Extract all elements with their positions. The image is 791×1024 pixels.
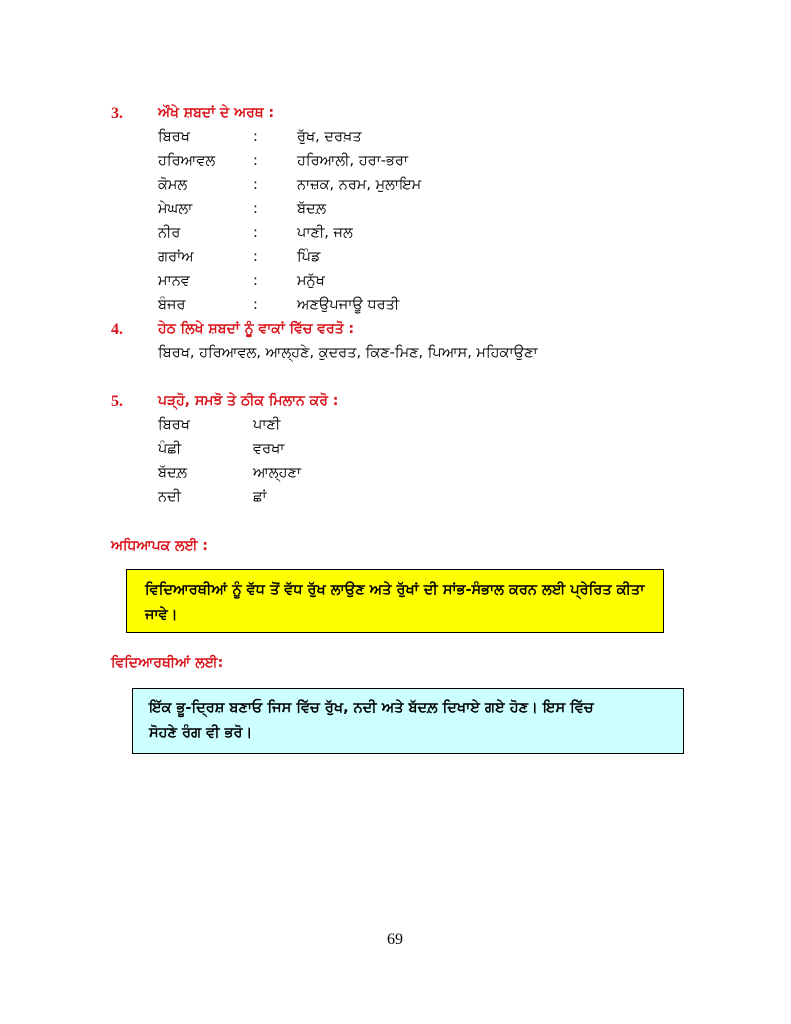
- students-note-line: ਸੋਹਣੇ ਰੰਗ ਵੀ ਭਰੋ।: [149, 725, 253, 741]
- students-note-box: [132, 688, 684, 754]
- match-right-item: ਆਲ੍ਹਣਾ: [253, 465, 302, 481]
- teacher-note-box: [126, 569, 664, 633]
- section-3-heading: ਔਖੇ ਸ਼ਬਦਾਂ ਦੇ ਅਰਥ :: [158, 105, 275, 121]
- section-5-number: 5.: [111, 393, 123, 410]
- glossary-meaning: ਮਨੁੱਖ: [297, 273, 325, 289]
- match-right-item: ਛਾਂ: [253, 489, 267, 505]
- glossary-separator: :: [253, 273, 258, 289]
- glossary-separator: :: [253, 177, 258, 193]
- glossary-word: ਬੰਜਰ: [158, 297, 186, 313]
- glossary-word: ਮਾਨਵ: [158, 273, 190, 289]
- glossary-separator: :: [253, 201, 258, 217]
- glossary-word: ਬਿਰਖ: [158, 129, 190, 145]
- students-heading: ਵਿਦਿਆਰਥੀਆਂ ਲਈ:: [111, 655, 224, 671]
- students-note-line: ਇੱਕ ਭੂ-ਦ੍ਰਿਸ਼ ਬਣਾਓ ਜਿਸ ਵਿੱਚ ਰੁੱਖ, ਨਦੀ ਅਤੇ ਬੱਦਲ਼ ਦਿਖਾਏ ਗਏ ਹੋਣ। ਇਸ ਵਿੱਚ: [149, 700, 594, 716]
- glossary-meaning: ਨਾਜ਼ਕ, ਨਰਮ, ਮੁਲਾਇਮ: [297, 177, 422, 193]
- match-right-item: ਵਰਖਾ: [253, 441, 285, 457]
- section-4-number: 4.: [111, 321, 123, 338]
- word-list: ਬਿਰਖ, ਹਰਿਆਵਲ, ਆਲ੍ਹਣੇ, ਕੁਦਰਤ, ਕਿਣ-ਮਿਣ, ਪਿਆਸ, ਮਹਿਕਾਉਣਾ: [158, 345, 538, 361]
- glossary-word: ਮੇਘਲਾ: [158, 201, 193, 217]
- teacher-note-line: ਵਿਦਿਆਰਥੀਆਂ ਨੂੰ ਵੱਧ ਤੋਂ ਵੱਧ ਰੁੱਖ ਲਾਉਣ ਅਤੇ ਰੁੱਖਾਂ ਦੀ ਸਾਂਭ-ਸੰਭਾਲ ਕਰਨ ਲਈ ਪ੍ਰੇਰਿਤ ਕੀਤਾ: [145, 582, 645, 598]
- match-right-item: ਪਾਣੀ: [253, 417, 281, 433]
- glossary-word: ਕੋਮਲ: [158, 177, 188, 193]
- glossary-word: ਨੀਰ: [158, 225, 181, 241]
- glossary-meaning: ਪਾਣੀ, ਜਲ: [297, 225, 353, 241]
- glossary-meaning: ਹਰਿਆਲੀ, ਹਰਾ-ਭਰਾ: [297, 153, 409, 169]
- teacher-heading: ਅਧਿਆਪਕ ਲਈ :: [111, 538, 208, 554]
- match-left-item: ਪੰਛੀ: [158, 441, 182, 457]
- glossary-meaning: ਅਣਉਪਜਾਊ ਧਰਤੀ: [297, 297, 400, 313]
- glossary-meaning: ਰੁੱਖ, ਦਰਖ਼ਤ: [297, 129, 362, 145]
- match-left-item: ਬਿਰਖ: [158, 417, 190, 433]
- section-4-heading: ਹੇਠ ਲਿਖੇ ਸ਼ਬਦਾਂ ਨੂੰ ਵਾਕਾਂ ਵਿੱਚ ਵਰਤੋ :: [158, 321, 355, 337]
- match-left-item: ਬੱਦਲ਼: [158, 465, 188, 481]
- glossary-meaning: ਬੱਦਲ਼: [297, 201, 327, 217]
- glossary-separator: :: [253, 297, 258, 313]
- section-5-heading: ਪੜ੍ਹੋ, ਸਮਝੋ ਤੇ ਠੀਕ ਮਿਲਾਨ ਕਰੋ :: [158, 393, 339, 409]
- glossary-separator: :: [253, 225, 258, 241]
- section-3-number: 3.: [111, 105, 123, 122]
- page-number: 69: [387, 931, 403, 948]
- glossary-meaning: ਪਿੰਡ: [297, 249, 321, 265]
- glossary-separator: :: [253, 249, 258, 265]
- match-left-item: ਨਦੀ: [158, 489, 182, 505]
- glossary-separator: :: [253, 153, 258, 169]
- glossary-separator: :: [253, 129, 258, 145]
- glossary-word: ਗਰਾਂਅ: [158, 249, 194, 265]
- glossary-word: ਹਰਿਆਵਲ: [158, 153, 216, 169]
- teacher-note-line: ਜਾਵੇ।: [145, 607, 178, 623]
